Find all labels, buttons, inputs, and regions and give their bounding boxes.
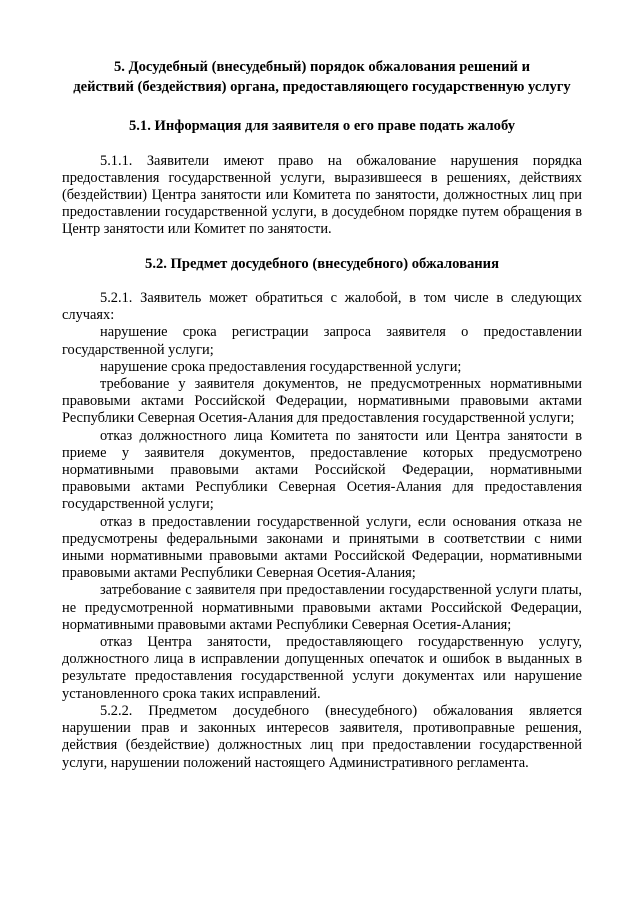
section-heading <box>62 58 582 97</box>
section-title-line-2: действий (бездействия) органа, предоставляющего государственную услугу <box>73 78 571 95</box>
subsection-1-body <box>62 153 582 239</box>
list-item-extra-documents: требование у заявителя документов, не предусмотренных нормативными правовыми актами Российской Федерации, нормативными правовыми актами Республики Северная Осетия-Алания для предоставления государственной услуги; <box>62 376 582 427</box>
list-item-registration-deadline: нарушение срока регистрации запроса заявителя о предоставлении государственной услуги; <box>62 324 582 358</box>
list-item-unlawful-fee: затребование с заявителя при предоставлении государственной услуги платы, не предусмотренной нормативными правовыми актами Российской Федерации, нормативными правовыми актами Республики Северная Осетия-Алания; <box>62 582 582 633</box>
subsection-1-heading: 5.1. Информация для заявителя о его праве подать жалобу <box>128 118 516 134</box>
list-item-correction-refusal: отказ Центра занятости, предоставляющего государственную услугу, должностного лица в исправлении допущенных опечаток и ошибок в выданных в результате предоставления государственной услуги документах или нарушение установленного срока таких исправлений. <box>62 634 582 702</box>
paragraph-5-1-1: 5.1.1. Заявители имеют право на обжалование нарушения порядка предоставления государственной услуги, выразившееся в решениях, действиях (бездействии) Центра занятости или Комитета по занятости, должностных лиц при предоставлении государственной услуги, в досудебном порядке путем обращения в Центр занятости или Комитет по занятости. <box>62 152 582 238</box>
subsection-2-body <box>62 290 582 772</box>
list-item-service-refusal: отказ в предоставлении государственной услуги, если основания отказа не предусмотрены федеральными законами и принятыми в соответствии с ними иными нормативными правовыми актами Российской Федерации, нормативными правовыми актами Республики Северная Осетия-Алания; <box>62 513 582 582</box>
list-item-service-deadline: нарушение срока предоставления государственной услуги; <box>100 358 462 375</box>
list-item-document-refusal: отказ должностного лица Комитета по занятости или Центра занятости в приеме у заявителя документов, предоставление которых предусмотрено нормативными правовыми актами Российской Федерации, нормативными правовыми актами Республики Северная Осетия-Алания для предоставления государственной услуги; <box>62 427 582 513</box>
section-title-line-1: 5. Досудебный (внесудебный) порядок обжалования решений и <box>114 59 530 75</box>
paragraph-5-2-1: 5.2.1. Заявитель может обратиться с жалобой, в том числе в следующих случаях: <box>62 290 582 324</box>
subsection-2-heading: 5.2. Предмет досудебного (внесудебного) обжалования <box>145 255 499 272</box>
paragraph-5-2-2: 5.2.2. Предметом досудебного (внесудебного) обжалования является нарушении прав и законных интересов заявителя, противоправные решения, действия (бездействие) должностных лиц при предоставлении государственной услуги, нарушении положений настоящего Административного регламента. <box>62 702 582 771</box>
document-page <box>62 58 582 772</box>
